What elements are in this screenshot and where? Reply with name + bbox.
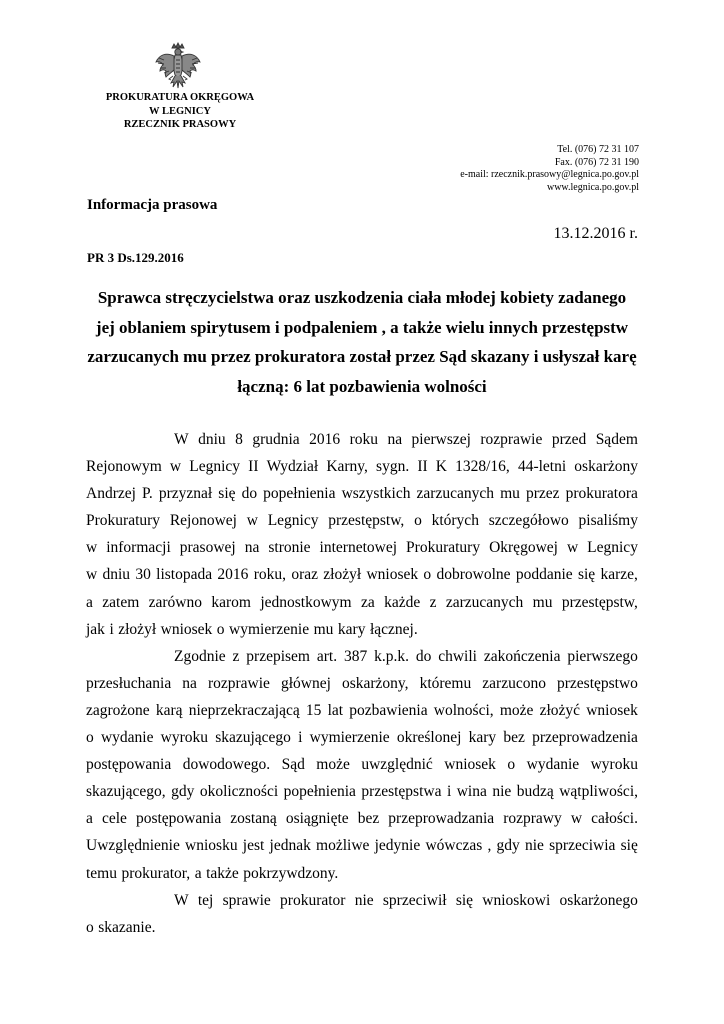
- body-line: zagrożone karą nieprzekraczającą 15 lat pozbawienia wolności, może złożyć wniosek: [86, 701, 638, 719]
- body-line: przesłuchania na rozprawie głównej oskarżony, któremu zarzucono przestępstwo: [86, 674, 638, 692]
- body-line: w informacji prasowej na stronie internetowej Prokuratury Okręgowej w Legnicy: [86, 539, 638, 557]
- body-line: a cele postępowania zostaną osiągnięte bez przeprowadzania rozprawy w całości.: [86, 810, 638, 828]
- document-date: 13.12.2016 r.: [553, 225, 638, 242]
- headline-line: łączną: 6 lat pozbawienia wolności: [237, 376, 487, 396]
- contact-email: e-mail: rzecznik.prasowy@legnica.po.gov.pl: [460, 169, 639, 180]
- body-line: Zgodnie z przepisem art. 387 k.p.k. do chwili zakończenia pierwszego: [174, 647, 638, 665]
- headline-line: zarzucanych mu przez prokuratora został przez Sąd skazany i usłyszał karę: [87, 347, 637, 366]
- body-line: postępowania dowodowego. Sąd może uwzględnić wniosek o wydanie wyroku: [86, 756, 638, 774]
- office-department: RZECZNIK PRASOWY: [123, 119, 237, 130]
- office-header: [96, 91, 264, 132]
- body-text: [86, 426, 638, 941]
- case-reference: PR 3 Ds.129.2016: [87, 250, 184, 265]
- contact-fax: Fax. (076) 72 31 190: [554, 156, 639, 168]
- body-line: W tej sprawie prokurator nie sprzeciwił się wnioskowi oskarżonego: [174, 891, 638, 909]
- headline-line: jej oblaniem spirytusem i podpaleniem , a także wielu innych przestępstw: [95, 317, 629, 337]
- document-type-label: Informacja prasowa: [87, 197, 218, 213]
- contact-phone: Tel. (076) 72 31 107: [557, 144, 639, 155]
- headline-line: Sprawca stręczycielstwa oraz uszkodzenia ciała młodej kobiety zadanego: [97, 288, 627, 307]
- body-line: a zatem zarówno karom jednostkowym za każde z zarzucanych mu przestępstw,: [86, 593, 638, 611]
- contact-website: www.legnica.po.gov.pl: [546, 181, 639, 193]
- body-line: o wydanie wyroku skazującego i wymierzenie określonej kary bez przeprowadzenia: [86, 729, 638, 747]
- body-line: Uwzględnienie wniosku jest jednak możliwe jedynie wówczas , gdy nie sprzeciwia się: [86, 837, 638, 855]
- body-line: jak i złożył wniosek o wymierzenie mu kary łącznej.: [86, 620, 418, 638]
- body-line: Andrzej P. przyznał się do popełnienia wszystkich zarzucanych mu przez prokuratora: [86, 485, 638, 503]
- body-line: W dniu 8 grudnia 2016 roku na pierwszej rozprawie przed Sądem: [174, 431, 638, 448]
- body-line: w dniu 30 listopada 2016 roku, oraz złożył wniosek o dobrowolne poddanie się karze,: [86, 566, 638, 584]
- eagle-emblem-icon: [154, 42, 202, 92]
- contact-block: [460, 144, 639, 194]
- headline: [86, 283, 638, 401]
- office-name: PROKURATURA OKRĘGOWA: [105, 92, 255, 103]
- body-line: Prokuratury Rejonowej w Legnicy przestępstw, o których szczegółowo pisaliśmy: [86, 512, 638, 530]
- office-city: W LEGNICY: [149, 105, 211, 117]
- body-line: Rejonowym w Legnicy II Wydział Karny, sygn. II K 1328/16, 44-letni oskarżony: [86, 458, 638, 476]
- body-line: temu prokurator, a także pokrzywdzony.: [86, 864, 339, 882]
- body-line: o skazanie.: [86, 918, 156, 936]
- body-line: skazującego, gdy okoliczności popełnienia przestępstwa i wina nie budzą wątpliwości,: [86, 783, 638, 801]
